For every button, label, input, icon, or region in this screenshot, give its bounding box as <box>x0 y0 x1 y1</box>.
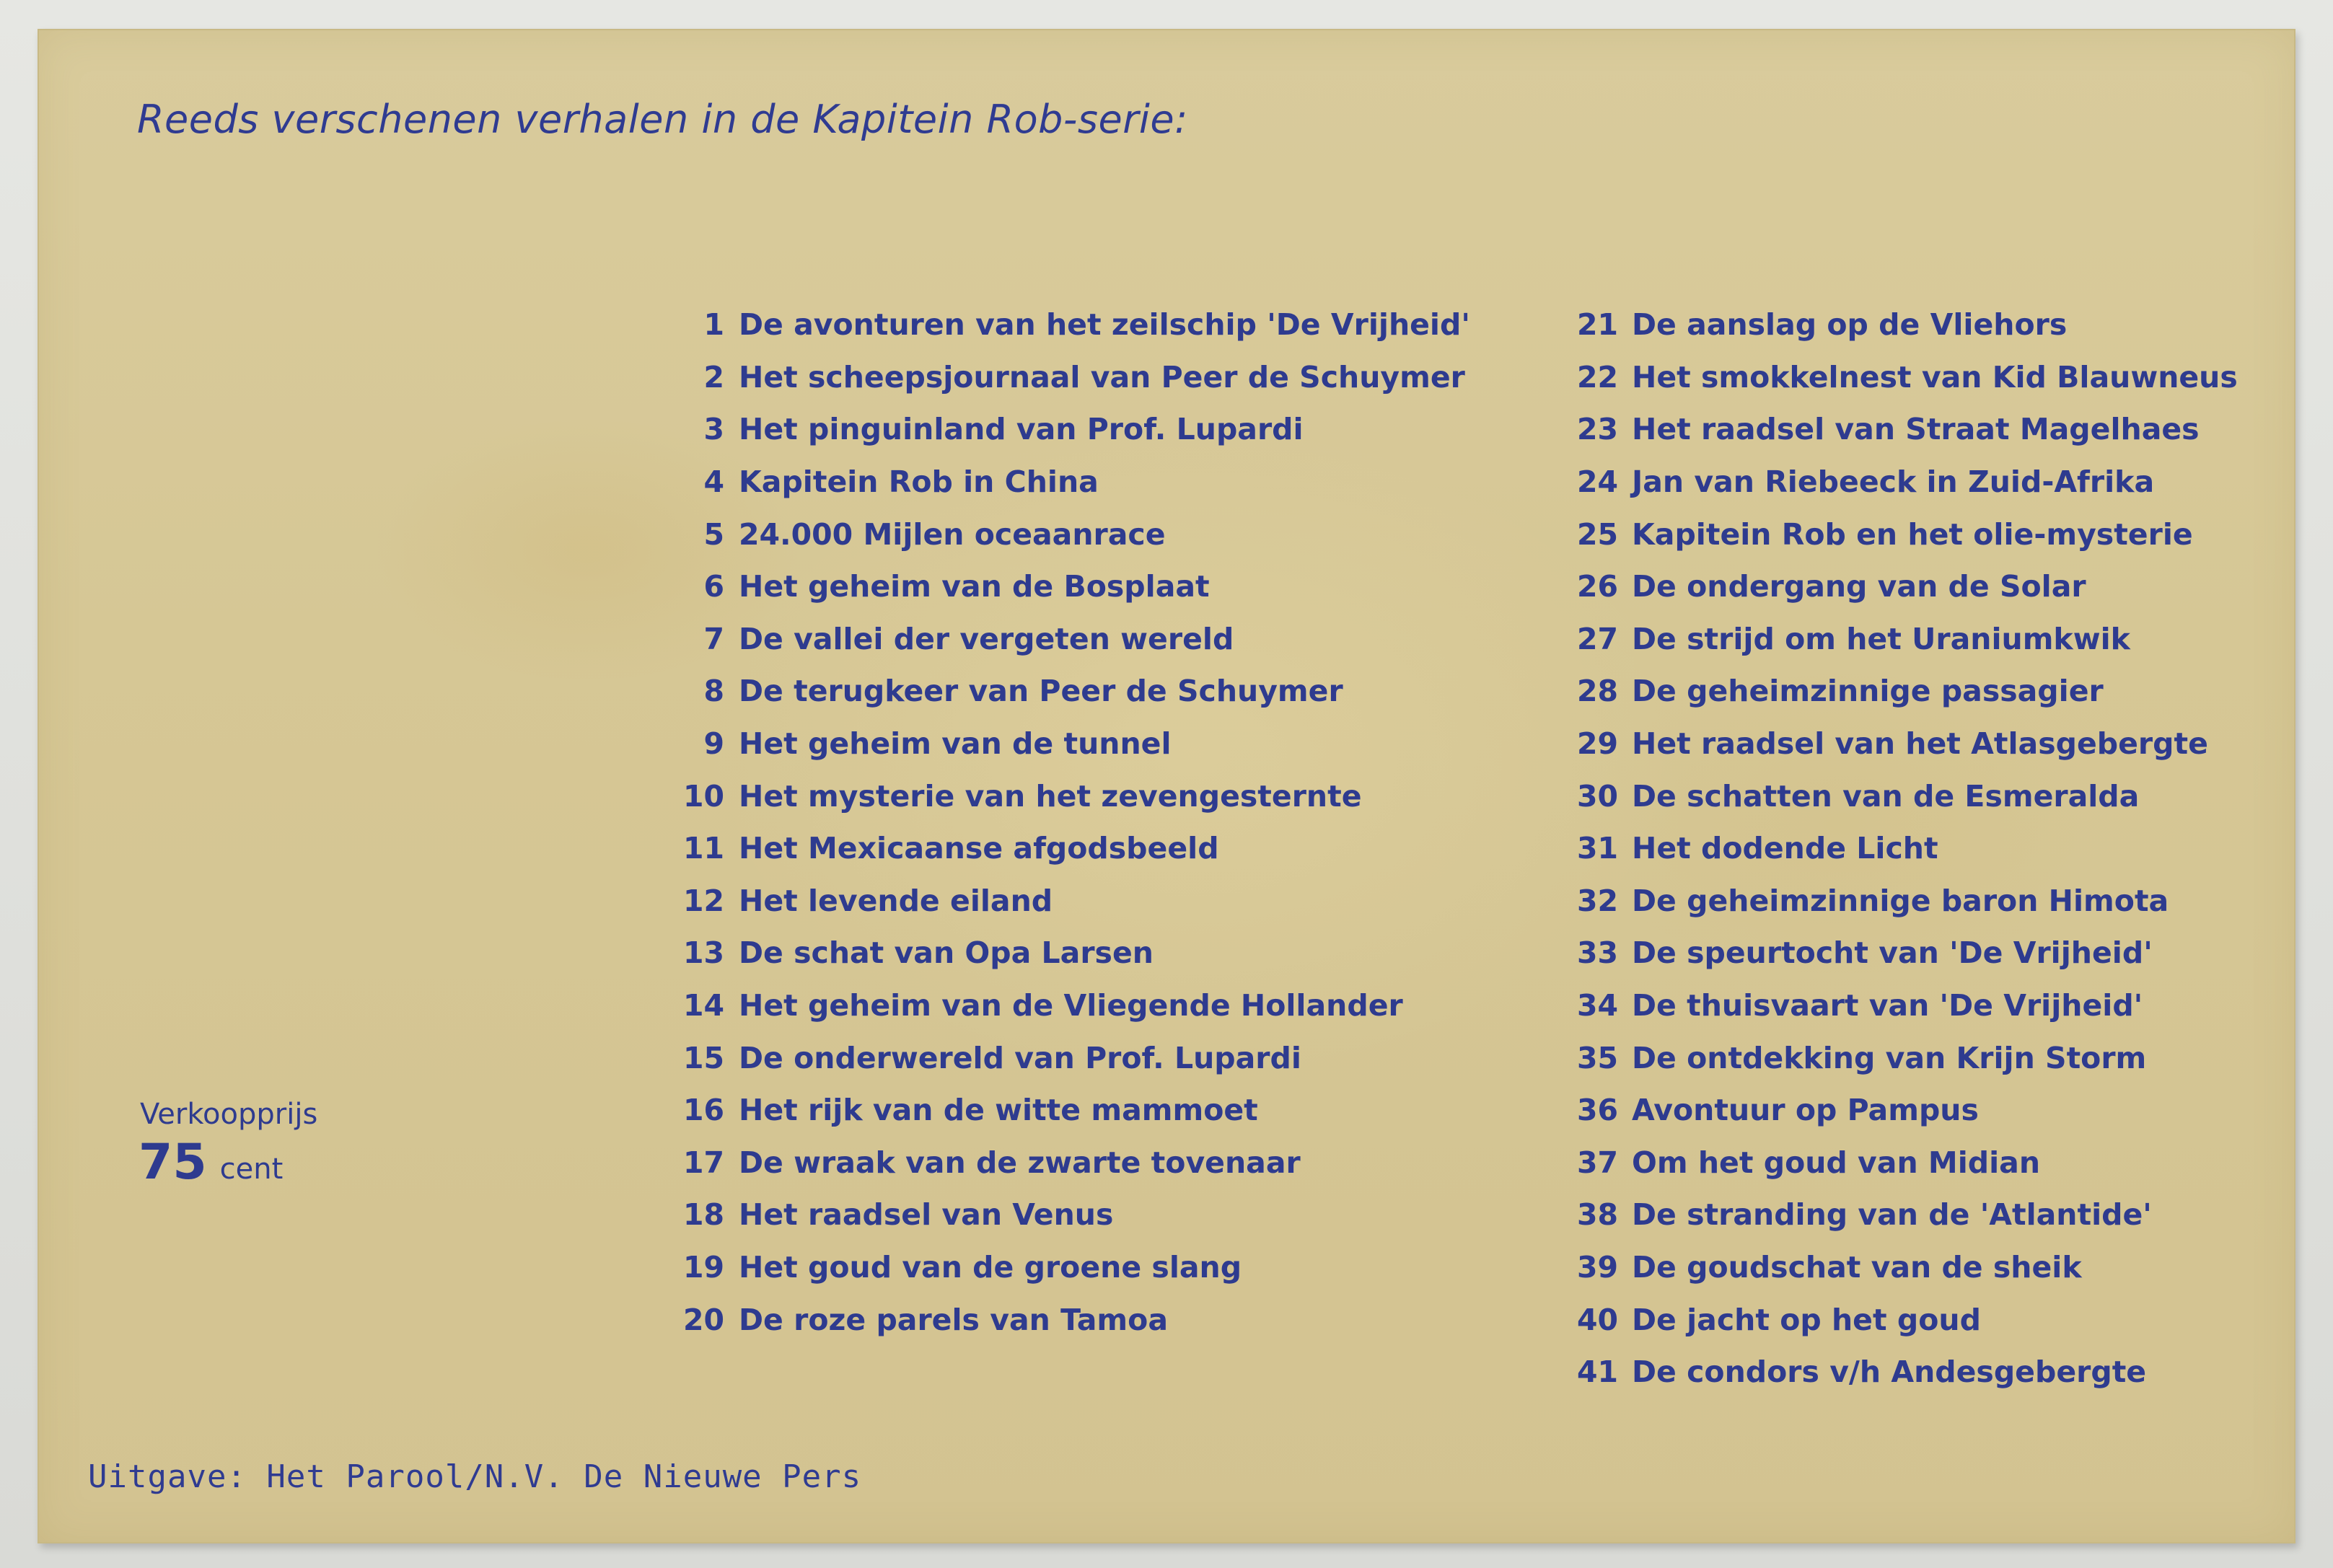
story-number: 34 <box>1577 988 1619 1023</box>
story-item <box>1577 927 2284 979</box>
story-number: 6 <box>703 569 724 604</box>
story-title: Het mysterie van het zevengesternte <box>739 778 1362 814</box>
story-title: Het raadsel van Venus <box>739 1197 1114 1233</box>
story-item <box>674 979 1539 1032</box>
story-item <box>1577 613 2284 666</box>
story-item <box>674 613 1539 666</box>
price-label: Verkoopprijs <box>140 1098 318 1131</box>
story-number: 39 <box>1577 1249 1619 1285</box>
story-item <box>674 508 1539 560</box>
story-item <box>674 1137 1539 1189</box>
story-number: 35 <box>1577 1040 1619 1075</box>
story-item <box>1577 299 2284 351</box>
story-number: 36 <box>1577 1093 1619 1128</box>
story-title: De stranding van de 'Atlantide' <box>1632 1197 2152 1233</box>
story-number: 17 <box>682 1145 724 1180</box>
story-title: De wraak van de zwarte tovenaar <box>739 1145 1301 1180</box>
story-item <box>1577 351 2284 404</box>
story-number: 31 <box>1577 831 1619 866</box>
story-item <box>674 770 1539 822</box>
story-number: 12 <box>682 883 724 918</box>
story-title: De geheimzinnige baron Himota <box>1632 883 2169 918</box>
story-number: 20 <box>682 1302 724 1337</box>
story-title: De avonturen van het zeilschip 'De Vrijheid' <box>739 307 1470 343</box>
story-item <box>1577 560 2284 613</box>
price-unit: cent <box>219 1153 284 1186</box>
story-number: 27 <box>1577 621 1619 656</box>
story-title: De schatten van de Esmeralda <box>1632 778 2140 814</box>
story-title: De condors v/h Andesgebergte <box>1632 1355 2147 1390</box>
story-item <box>674 456 1539 508</box>
story-item <box>674 403 1539 456</box>
story-item <box>1577 1293 2284 1346</box>
story-item <box>674 560 1539 613</box>
story-title: Het rijk van de witte mammoet <box>739 1093 1258 1128</box>
story-number: 11 <box>682 831 724 866</box>
story-title: Het dodende Licht <box>1632 831 1938 866</box>
story-item <box>674 1241 1539 1294</box>
story-title: 24.000 Mijlen oceaanrace <box>739 516 1166 552</box>
story-item <box>674 299 1539 351</box>
story-number: 3 <box>703 412 724 447</box>
story-item <box>674 665 1539 718</box>
story-title: Het geheim van de Bosplaat <box>739 569 1210 604</box>
story-number: 8 <box>703 674 724 709</box>
story-title: De jacht op het goud <box>1632 1302 1981 1337</box>
series-heading: Reeds verschenen verhalen in de Kapitein Rob-serie: <box>137 97 1188 142</box>
story-item <box>674 1084 1539 1137</box>
story-number: 32 <box>1577 883 1619 918</box>
story-title: Het levende eiland <box>739 883 1053 918</box>
story-number: 13 <box>682 935 724 971</box>
story-number: 18 <box>682 1197 724 1233</box>
story-title: Het goud van de groene slang <box>739 1249 1242 1285</box>
story-title: De thuisvaart van 'De Vrijheid' <box>1632 988 2143 1023</box>
story-number: 5 <box>703 516 724 552</box>
story-number: 9 <box>703 726 724 762</box>
story-title: Het raadsel van het Atlasgebergte <box>1632 726 2208 762</box>
story-title: Het raadsel van Straat Magelhaes <box>1632 412 2200 447</box>
story-item <box>1577 665 2284 718</box>
story-item <box>674 351 1539 404</box>
story-item <box>674 1189 1539 1241</box>
story-title: De terugkeer van Peer de Schuymer <box>739 674 1343 709</box>
story-item <box>1577 1241 2284 1294</box>
story-title: Het Mexicaanse afgodsbeeld <box>739 831 1219 866</box>
story-title: De schat van Opa Larsen <box>739 935 1154 971</box>
story-title: De speurtocht van 'De Vrijheid' <box>1632 935 2153 971</box>
story-title: De onderwereld van Prof. Lupardi <box>739 1040 1301 1075</box>
story-title: Het geheim van de tunnel <box>739 726 1172 762</box>
story-title: Om het goud van Midian <box>1632 1145 2041 1180</box>
story-number: 7 <box>703 621 724 656</box>
story-title: Kapitein Rob en het olie-mysterie <box>1632 516 2193 552</box>
price <box>139 1134 283 1191</box>
price-amount: 75 <box>139 1134 207 1191</box>
story-number: 10 <box>682 778 724 814</box>
book-back-cover <box>38 29 2295 1543</box>
story-title: De ondergang van de Solar <box>1632 569 2086 604</box>
story-number: 26 <box>1577 569 1619 604</box>
story-number: 37 <box>1577 1145 1619 1180</box>
story-number: 25 <box>1577 516 1619 552</box>
story-item <box>1577 1346 2284 1399</box>
story-title: Kapitein Rob in China <box>739 464 1099 500</box>
story-list-left <box>674 299 1539 1346</box>
story-item <box>674 875 1539 928</box>
story-title: De geheimzinnige passagier <box>1632 674 2104 709</box>
story-title: De aanslag op de Vliehors <box>1632 307 2068 343</box>
story-item <box>1577 1031 2284 1084</box>
story-item <box>1577 770 2284 822</box>
story-title: Avontuur op Pampus <box>1632 1093 1979 1128</box>
story-number: 40 <box>1577 1302 1619 1337</box>
story-title: Het scheepsjournaal van Peer de Schuymer <box>739 359 1465 395</box>
story-number: 33 <box>1577 935 1619 971</box>
story-number: 22 <box>1577 359 1619 395</box>
story-number: 14 <box>682 988 724 1023</box>
story-title: Het geheim van de Vliegende Hollander <box>739 988 1403 1023</box>
story-item <box>1577 508 2284 560</box>
story-item <box>1577 1189 2284 1241</box>
story-title: De roze parels van Tamoa <box>739 1302 1168 1337</box>
story-item <box>674 927 1539 979</box>
story-item <box>1577 1137 2284 1189</box>
story-item <box>674 1031 1539 1084</box>
story-number: 41 <box>1577 1355 1619 1390</box>
publisher-line: Uitgave: Het Parool/N.V. De Nieuwe Pers <box>88 1458 862 1495</box>
story-number: 24 <box>1577 464 1619 500</box>
story-item <box>1577 822 2284 875</box>
story-item <box>674 1293 1539 1346</box>
story-number: 23 <box>1577 412 1619 447</box>
story-title: De vallei der vergeten wereld <box>739 621 1234 656</box>
story-item <box>674 822 1539 875</box>
story-number: 16 <box>682 1093 724 1128</box>
story-number: 38 <box>1577 1197 1619 1233</box>
story-number: 28 <box>1577 674 1619 709</box>
story-title: De strijd om het Uraniumkwik <box>1632 621 2130 656</box>
story-title: De goudschat van de sheik <box>1632 1249 2082 1285</box>
story-number: 2 <box>703 359 724 395</box>
story-title: De ontdekking van Krijn Storm <box>1632 1040 2147 1075</box>
story-number: 21 <box>1577 307 1619 343</box>
story-list-right <box>1577 299 2284 1398</box>
story-number: 29 <box>1577 726 1619 762</box>
story-title: Het pinguinland van Prof. Lupardi <box>739 412 1304 447</box>
story-item <box>1577 875 2284 928</box>
story-item <box>1577 718 2284 770</box>
story-number: 15 <box>682 1040 724 1075</box>
story-title: Het smokkelnest van Kid Blauwneus <box>1632 359 2238 395</box>
story-item <box>674 718 1539 770</box>
story-number: 19 <box>682 1249 724 1285</box>
story-item <box>1577 1084 2284 1137</box>
story-number: 4 <box>703 464 724 500</box>
story-item <box>1577 979 2284 1032</box>
story-number: 1 <box>703 307 724 343</box>
story-item <box>1577 403 2284 456</box>
story-item <box>1577 456 2284 508</box>
story-number: 30 <box>1577 778 1619 814</box>
story-title: Jan van Riebeeck in Zuid-Afrika <box>1632 464 2155 500</box>
